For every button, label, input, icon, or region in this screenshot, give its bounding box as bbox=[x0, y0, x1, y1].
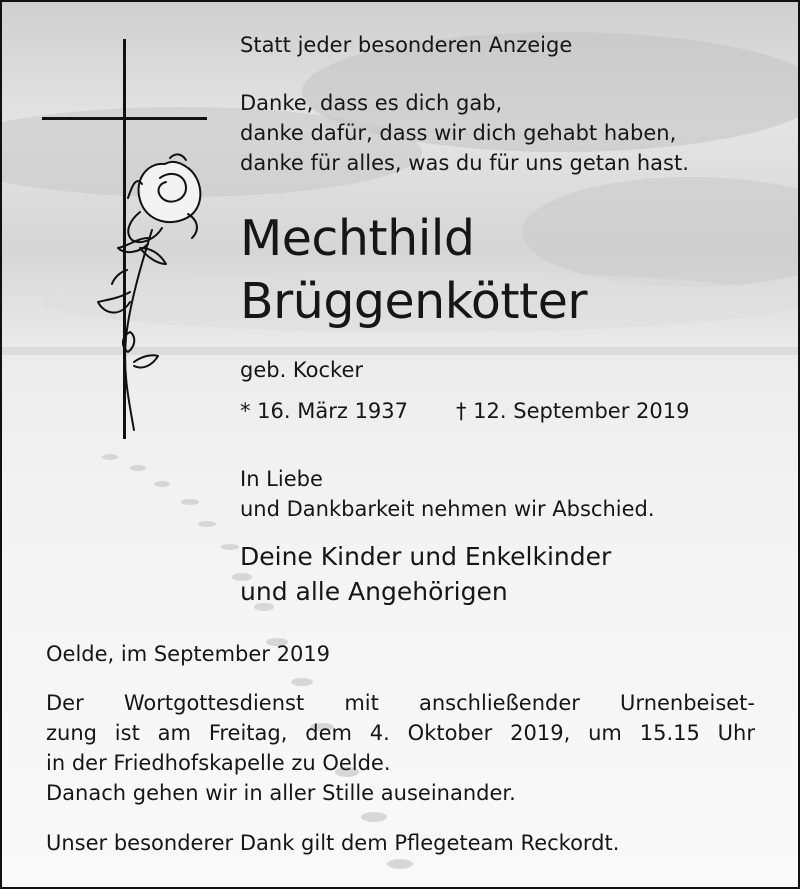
poem-line: danke für alles, was du für uns getan hast. bbox=[240, 151, 689, 175]
thanks-line: Unser besonderer Dank gilt dem Pflegeteam Reckordt. bbox=[46, 831, 620, 855]
deceased-first-name: Mechthild bbox=[240, 210, 475, 267]
service-line: in der Friedhofskapelle zu Oelde. bbox=[46, 751, 391, 775]
rose-icon bbox=[2, 2, 232, 452]
poem-line: Danke, dass es dich gab, bbox=[240, 91, 503, 115]
service-line: zung ist am Freitag, dem 4. Oktober 2019, um 15.15 Uhr bbox=[46, 721, 755, 745]
poem-line: danke dafür, dass wir dich gehabt haben, bbox=[240, 121, 677, 145]
family-line: und alle Angehörigen bbox=[240, 577, 508, 606]
birth-name: geb. Kocker bbox=[240, 358, 364, 382]
death-date: † 12. September 2019 bbox=[456, 399, 690, 423]
farewell-line: In Liebe bbox=[240, 467, 323, 491]
birth-date: * 16. März 1937 bbox=[240, 399, 409, 423]
service-line: Der Wortgottesdienst mit anschließender Urnenbeiset- bbox=[46, 691, 755, 715]
family-line: Deine Kinder und Enkelkinder bbox=[240, 542, 612, 571]
deceased-last-name: Brüggenkötter bbox=[240, 273, 588, 330]
service-paragraph bbox=[46, 688, 755, 808]
farewell-line: und Dankbarkeit nehmen wir Abschied. bbox=[240, 497, 655, 521]
place-date: Oelde, im September 2019 bbox=[46, 642, 331, 666]
service-line: Danach gehen wir in aller Stille auseinander. bbox=[46, 781, 516, 805]
intro-line: Statt jeder besonderen Anzeige bbox=[240, 33, 573, 57]
